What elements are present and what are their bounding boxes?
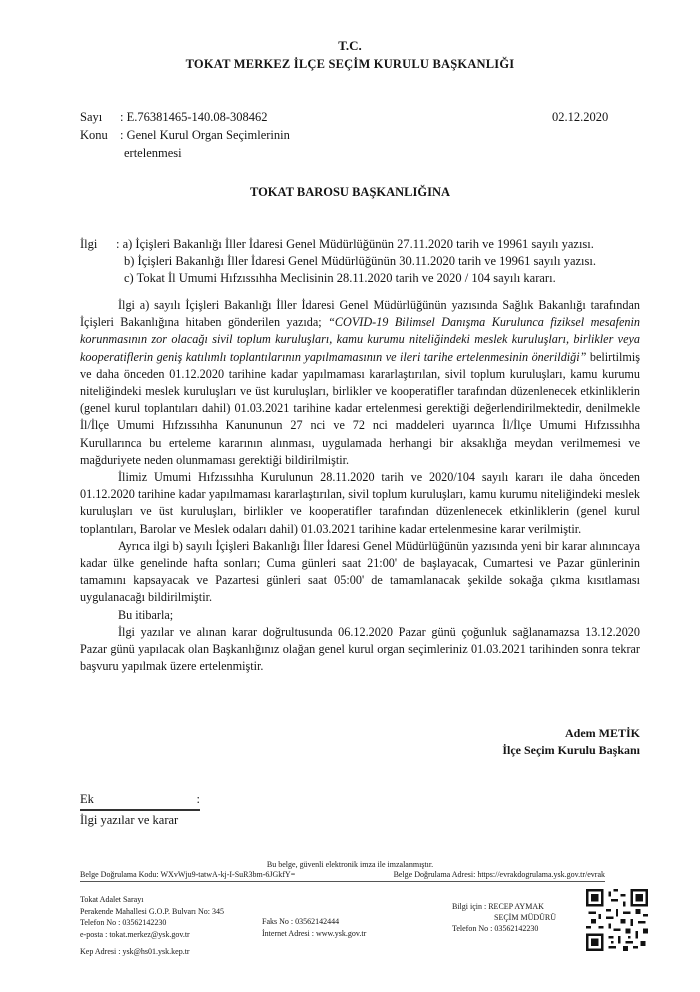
reference-b: b) İçişleri Bakanlığı İller İdaresi Genel Müdürlüğünün 30.11.2020 tarih ve 19961 sayılı yazısı. <box>124 254 596 268</box>
sayi-value: : E.76381465-140.08-308462 <box>120 110 268 124</box>
recipient: TOKAT BAROSU BAŞKANLIĞINA <box>249 185 451 199</box>
references <box>80 236 640 287</box>
footer-contact-mid <box>262 916 366 939</box>
header-tc: T.C. <box>338 38 362 53</box>
konu-value: : Genel Kurul Organ Seçimlerinin <box>120 128 290 142</box>
attachments <box>80 790 200 830</box>
attachment-item: İlgi yazılar ve karar <box>80 810 200 830</box>
fax-number: Faks No : 03562142444 <box>262 917 340 926</box>
konu-row <box>80 128 290 143</box>
konu-value-cont: ertelenmesi <box>124 146 182 160</box>
paragraph-2: İlimiz Umumi Hıfzıssıhha Kurulunun 28.11.2020 tarih ve 2020/104 sayılı kararı ile daha önceden 01.12.2020 tarihine kadar yapılmaması kararlaştırılan, sivil toplum kuruluşları, kamu kurumu niteliğindeki meslek kuruluşları ve üst kuruluşları, birlikler ve kooperatifler tarafından düzenlenecek etkinliklerin (genel kurul toplantıları, Barolar ve Meslek odaları dahil) 01.03.2021 tarihine kadar ertelenmesine karar verilmiştir. <box>80 470 640 536</box>
footer-address: Tokat Adalet Sarayı Perakende Mahallesi G.O.P. Bulvarı No: 345 Telefon No : 03562142230 e-posta : tokat.merkez@ysk.gov.tr Kep Adresi : ysk@hs01.ysk.kep.tr <box>80 895 224 956</box>
letter-body <box>80 297 640 675</box>
reference-item <box>80 236 640 253</box>
verification-address: Belge Doğrulama Adresi: https://evrakdogrulama.ysk.gov.tr/evrak <box>393 870 605 879</box>
kep-address: Kep Adresi : ysk@hs01.ysk.kep.tr <box>80 947 190 956</box>
esign-note: Bu belge, güvenli elektronik imza ile imzalanmıştır. <box>266 860 434 869</box>
attachment-header: Ek : <box>80 790 200 810</box>
reference-item <box>80 270 640 287</box>
attachment-label: Ek <box>80 792 94 806</box>
qr-code-icon <box>586 889 648 951</box>
verification-code: Belge Doğrulama Kodu: WXvWju9-tatwA-kj-I-SuR3bm-6JGkfY= <box>80 870 296 879</box>
paragraph-5: İlgi yazılar ve alınan karar doğrultusunda 06.12.2020 Pazar günü çoğunluk sağlanamazsa 13.12.2020 Pazar günü yapılacak olan Başkanlığınız olağan genel kurul organ seçimleriniz 01.03.2021 tarihinden sonra tekrar başvuru yapılmak üzere ertelenmiştir. <box>80 624 640 674</box>
paragraph-3: Ayrıca ilgi b) sayılı İçişleri Bakanlığı İller İdaresi Genel Müdürlüğünün yazısında yeni bir karar alınıncaya kadar ülke genelinde hafta sonları; Cuma günleri saat 21:00' de başlayacak, Cumartesi ve Pazar günlerinin tamamını kapsayacak ve Pazartesi günleri saat 05:00' de tamamlanacak şekilde sokağa çıkma kısıtlaması uygulanacağı bildirilmiştir. <box>80 538 640 605</box>
signer-name: Adem METİK <box>565 726 640 740</box>
paragraph-4: Bu itibarla; <box>118 607 174 622</box>
sayi-row <box>80 110 268 125</box>
quoted-text: “COVID-19 Bilimsel Danışma Kurulunca fiziksel mesafenin korunmasının zor olacağı sivil toplum kuruluşları, kamu kurumu niteliğindeki meslek kuruluşları, birlikler veya kooperatiflerin geniş katılımlı toplantılarının yapılmamasının ve ileri tarihe ertelenmesinin önerildiği” <box>80 315 640 364</box>
signer-title: İlçe Seçim Kurulu Başkanı <box>502 743 640 757</box>
document-date: 02.12.2020 <box>552 110 609 124</box>
reference-a: : a) İçişleri Bakanlığı İller İdaresi Genel Müdürlüğünün 27.11.2020 tarih ve 19961 sayılı yazısı. <box>116 237 594 251</box>
reference-c: c) Tokat İl Umumi Hıfzıssıhha Meclisinin 28.11.2020 tarih ve 2020 / 104 sayılı kararı. <box>124 271 556 285</box>
verification-bar <box>80 870 605 882</box>
paragraph-1: İlgi a) sayılı İçişleri Bakanlığı İller İdaresi Genel Müdürlüğünün yazısında Sağlık Bakanlığı tarafından İçişleri Bakanlığına hitaben gönderilen yazıda; “COVID-19 Bilimsel Danışma Kurulunca fiziksel mesafenin korunmasının zor olacağı sivil toplum kuruluşları, kamu kurumu niteliğindeki meslek kuruluşları, birlikler veya kooperatiflerin geniş katılımlı toplantılarının yapılmamasının ve ileri tarihe ertelenmesinin önerildiği” belirtilmiş ve daha önceden 01.12.2020 tarihine kadar yapılmaması kararlaştırılan, sivil toplum kuruluşları, kamu kurumu niteliğindeki meslek kuruluşları ve üst kuruluşları, birlikler ve kooperatifler tarafından düzenlenecek etkinliklerin (genel kurul toplantıları dahil) 01.03.2021 tarihine kadar ertelenmesi gerektiği değerlendirilmektedir, denilmekle İl/İlçe Umumi Hıfzıssıhha Kanununun 27 nci ve 72 nci maddeleri uyarınca İl/İlçe Umumi Hıfzıssıhha Kurullarınca bu erteleme kararının alınması, uygulamada herhangi bir aksaklığa meydan verilmemesi ve mağduriyete neden olunmaması gerektiği bildirilmiştir. <box>80 298 641 467</box>
header-institution: TOKAT MERKEZ İLÇE SEÇİM KURULU BAŞKANLIĞI <box>185 57 515 71</box>
reference-item <box>80 253 640 270</box>
footer-contact-person: Bilgi için : RECEP AYMAK SEÇİM MÜDÜRÜ Telefon No : 03562142230 <box>452 902 557 933</box>
signature-block <box>470 725 640 759</box>
konu-label: Konu <box>80 128 108 142</box>
sayi-label: Sayı <box>80 110 103 124</box>
internet-address: İnternet Adresi : www.ysk.gov.tr <box>262 928 367 938</box>
reference-label: İlgi <box>80 237 98 251</box>
